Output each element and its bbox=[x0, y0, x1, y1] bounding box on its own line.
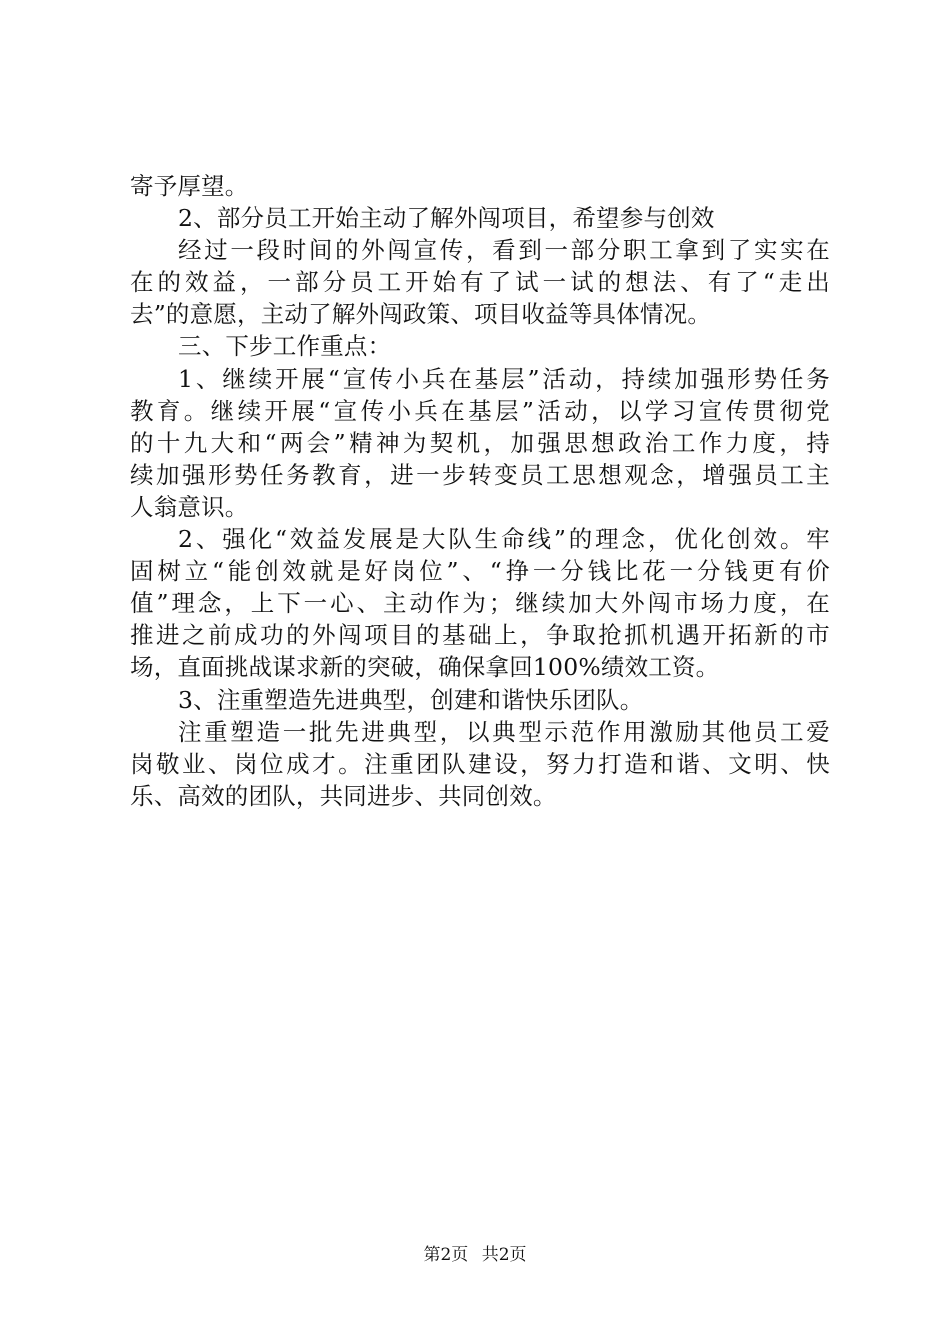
paragraph-line: 的十九大和“两会”精神为契机，加强思想政治工作力度，持 bbox=[130, 428, 830, 457]
page-number: 第2页 bbox=[423, 1245, 469, 1265]
paragraph-line: 岗敬业、岗位成才。注重团队建设，努力打造和谐、文明、快 bbox=[130, 749, 830, 778]
paragraph-line: 在的效益，一部分员工开始有了试一试的想法、有了“走出 bbox=[130, 268, 830, 297]
page-total: 共2页 bbox=[481, 1245, 527, 1265]
paragraph-line: 去”的意愿，主动了解外闯政策、项目收益等具体情况。 bbox=[130, 300, 712, 329]
document-body bbox=[130, 170, 830, 812]
section-heading: 三、下步工作重点： bbox=[178, 332, 392, 361]
paragraph-line: 固树立“能创效就是好岗位”、“挣一分钱比花一分钱更有价 bbox=[130, 557, 830, 586]
paragraph-line: 人翁意识。 bbox=[130, 492, 249, 521]
paragraph-line: 2、部分员工开始主动了解外闯项目，希望参与创效 bbox=[178, 204, 715, 233]
paragraph-line: 场，直面挑战谋求新的突破，确保拿回100%绩效工资。 bbox=[130, 653, 720, 682]
paragraph-line: 推进之前成功的外闯项目的基础上，争取抢抓机遇开拓新的市 bbox=[130, 621, 830, 650]
paragraph-line: 乐、高效的团队，共同进步、共同创效。 bbox=[130, 781, 557, 810]
paragraph-line: 1、继续开展“宣传小兵在基层”活动，持续加强形势任务 bbox=[178, 364, 830, 393]
paragraph-line: 3、注重塑造先进典型，创建和谐快乐团队。 bbox=[178, 685, 644, 714]
paragraph-line: 教育。继续开展“宣传小兵在基层”活动，以学习宣传贯彻党 bbox=[130, 396, 830, 425]
paragraph-line: 续加强形势任务教育，进一步转变员工思想观念，增强员工主 bbox=[130, 460, 830, 489]
paragraph-line: 注重塑造一批先进典型，以典型示范作用激励其他员工爱 bbox=[178, 717, 830, 746]
page-footer bbox=[0, 1244, 950, 1266]
paragraph-line: 值”理念，上下一心、主动作为；继续加大外闯市场力度，在 bbox=[130, 589, 830, 618]
paragraph-line: 2、强化“效益发展是大队生命线”的理念，优化创效。牢 bbox=[178, 525, 830, 554]
paragraph-line: 寄予厚望。 bbox=[130, 172, 249, 200]
paragraph-line: 经过一段时间的外闯宣传，看到一部分职工拿到了实实在 bbox=[178, 236, 830, 265]
